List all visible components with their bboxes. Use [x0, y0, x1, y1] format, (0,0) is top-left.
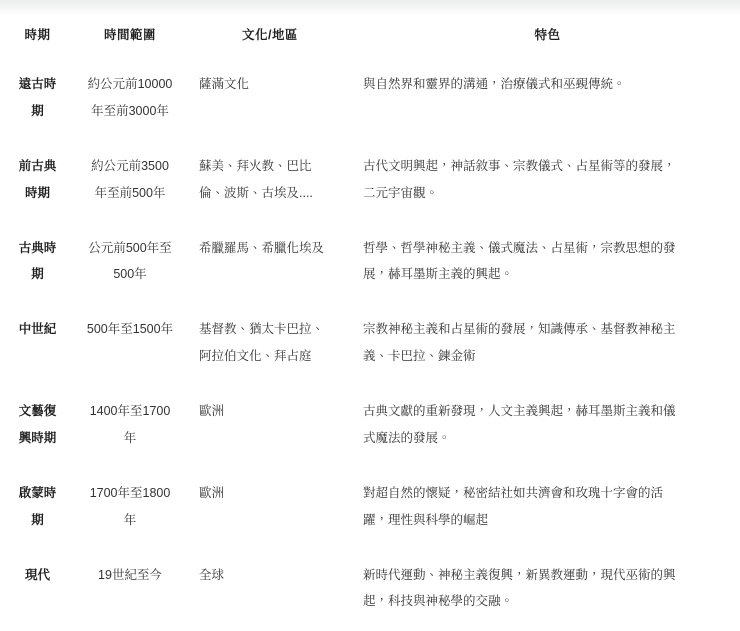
- occult-history-table: [0, 15, 740, 629]
- cell-culture: 蘇美、拜火教、巴比倫、波斯、古埃及....: [199, 158, 313, 200]
- cell-feature: 對超自然的懷疑，秘密結社如共濟會和玫瑰十字會的活躍，理性與科學的崛起: [363, 485, 664, 527]
- table-row: [0, 466, 740, 548]
- cell-range: 19世紀至今: [98, 567, 162, 582]
- cell-feature: 古代文明興起，神話敘事、宗教儀式、占星術等的發展，二元宇宙觀。: [363, 158, 676, 200]
- cell-culture: 歐洲: [199, 404, 225, 418]
- table-row: [0, 548, 740, 630]
- table-header: [0, 15, 740, 57]
- column-header-feature: 特色: [534, 28, 561, 42]
- table-row: [0, 57, 740, 139]
- cell-period: 遠古時期: [18, 77, 57, 118]
- cell-feature: 古典文獻的重新發現，人文主義興起，赫耳墨斯主義和儀式魔法的發展。: [363, 404, 676, 445]
- cell-period: 現代: [24, 567, 50, 582]
- cell-range: 公元前500年至500年: [88, 240, 172, 282]
- table-row: [0, 302, 740, 384]
- header-row: [0, 15, 740, 57]
- cell-feature: 新時代運動、神秘主義復興，新異教運動，現代巫術的興起，科技與神秘學的交融。: [363, 567, 676, 609]
- cell-period: 古典時期: [18, 240, 57, 282]
- cell-period: 啟蒙時期: [18, 485, 57, 527]
- cell-culture: 薩滿文化: [199, 77, 250, 91]
- cell-feature: 與自然界和靈界的溝通，治療儀式和巫覡傳統。: [363, 77, 626, 91]
- table-row: [0, 384, 740, 466]
- cell-range: 約公元前10000年至前3000年: [87, 77, 173, 118]
- cell-period: 中世紀: [18, 322, 57, 337]
- cell-feature: 宗教神秘主義和占星術的發展，知識傳承、基督教神秘主義、卡巴拉、鍊金術: [363, 322, 676, 364]
- cell-culture: 全球: [199, 567, 225, 582]
- cell-range: 500年至1500年: [86, 322, 174, 337]
- cell-range: 約公元前3500年至前500年: [91, 158, 169, 200]
- cell-period: 文藝復興時期: [18, 404, 57, 445]
- cell-culture: 希臘羅馬、希臘化埃及: [199, 240, 325, 255]
- column-header-period: 時期: [24, 28, 51, 42]
- cell-culture: 歐洲: [199, 485, 225, 500]
- column-header-culture: 文化/地區: [242, 28, 298, 42]
- cell-range: 1400年至1700年: [89, 404, 171, 445]
- cell-culture: 基督教、猶太卡巴拉、阿拉伯文化、拜占庭: [199, 322, 325, 364]
- cell-feature: 哲學、哲學神秘主義、儀式魔法、占星術，宗教思想的發展，赫耳墨斯主義的興起。: [363, 240, 676, 282]
- cell-period: 前古典時期: [18, 158, 57, 200]
- cell-range: 1700年至1800年: [89, 485, 171, 527]
- column-header-range: 時間範圍: [103, 28, 156, 42]
- table-body: [0, 57, 740, 629]
- table-row: [0, 221, 740, 303]
- table-row: [0, 139, 740, 221]
